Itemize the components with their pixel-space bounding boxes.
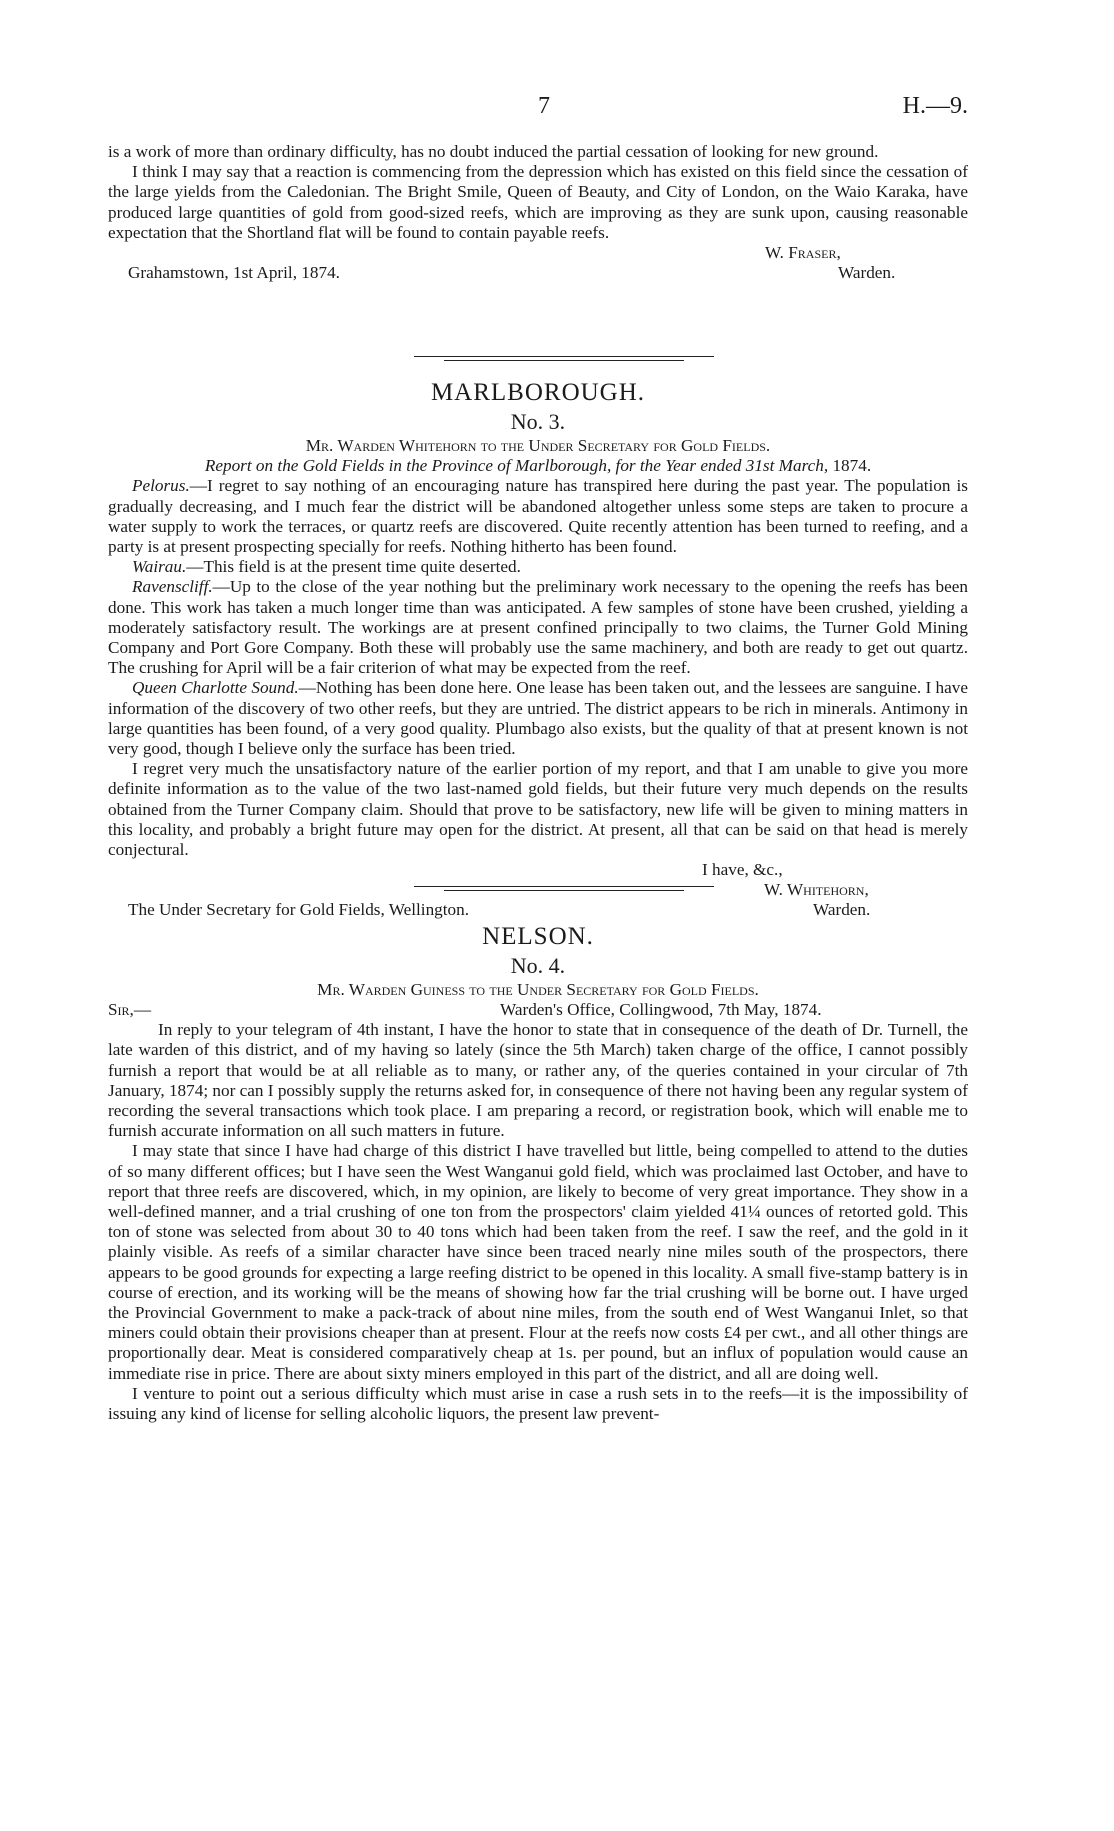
regret-paragraph: I regret very much the unsatisfactory nature of the earlier portion of my report, and that I am unable to give you more definite information as to the value of the two last-named gold fields, but their future very much depends on the results obtained from the Turner Company claim. Should that prove to be satisfactory, new life will be given to mining matters in this locality, and probably a bright future may open for the district. At present, all that can be said on that head is merely conjectural. — [108, 759, 968, 860]
page-number: 7 — [538, 93, 550, 119]
nelson-office-date: Warden's Office, Collingwood, 7th May, 1874. — [500, 1000, 822, 1020]
pelorus-label: Pelorus. — [132, 476, 190, 496]
marlborough-report-title — [108, 456, 968, 476]
queen-charlotte-text: —Nothing has been done here. One lease has been taken out, and the lessees are sanguine. I have information of the discovery of two other reefs, but they are untried. The district appears to be rich in minerals. Antimony in large quantities has been found, of a very good quality. Plumbago also exists, but the quality of that at present known is not very good, though I believe only the surface has been tried. — [108, 678, 968, 759]
marlborough-section — [108, 378, 968, 920]
ravenscliff-label: Ravenscliff. — [132, 577, 213, 597]
report-title-year: 1874. — [832, 456, 872, 476]
marlborough-number: No. 3. — [510, 409, 566, 434]
queen-charlotte-paragraph — [108, 678, 968, 759]
nelson-paragraph-1: In reply to your telegram of 4th instant, I have the honor to state that in consequence of the death of Dr. Turnell, the late warden of this district, and of my having so lately (since the 5th March) taken charge of the office, I cannot possibly furnish a report that would be at all reliable as to many, or rather any, of the queries contained in your circular of 7th January, 1874; nor can I possibly supply the returns asked for, in consequence of there not having been any regular system of recording the several transactions which took place. I am preparing a record, or registration book, which will enable me to furnish accurate information on all such matters in future. — [108, 1020, 968, 1141]
marlborough-addressee-row — [108, 900, 968, 920]
intro-place-date: Grahamstown, 1st April, 1874. — [128, 263, 340, 283]
nelson-salutation: Sir,— — [108, 1000, 152, 1020]
ravenscliff-paragraph — [108, 577, 968, 678]
page-header — [108, 93, 968, 126]
document-reference: H.—9. — [902, 93, 968, 119]
intro-signer-role: Warden. — [838, 263, 896, 283]
nelson-number: No. 4. — [510, 953, 566, 978]
pelorus-paragraph — [108, 476, 968, 557]
wairau-label: Wairau. — [132, 557, 187, 577]
wairau-paragraph — [108, 557, 968, 577]
report-title-date: 31st March, — [745, 456, 829, 476]
queen-charlotte-label: Queen Charlotte Sound. — [132, 678, 299, 698]
section-divider — [414, 356, 714, 357]
intro-signer: W. Fraser, — [765, 243, 841, 263]
intro-signer-row — [108, 243, 968, 263]
intro-place-row — [108, 263, 968, 283]
nelson-section — [108, 922, 968, 1424]
wairau-text: —This field is at the present time quite deserted. — [186, 557, 521, 577]
intro-paragraph-1: is a work of more than ordinary difficulty, has no doubt induced the partial cessation of looking for new ground. — [108, 142, 879, 161]
marlborough-title: MARLBOROUGH. — [430, 379, 646, 406]
marlborough-addressee: The Under Secretary for Gold Fields, Wellington. — [128, 900, 470, 920]
nelson-paragraph-2: I may state that since I have had charge of this district I have travelled but little, being compelled to attend to the duties of so many different offices; but I have seen the West Wanganui gold field, which was proclaimed last October, and have to report that three reefs are discovered, which, in my opinion, are likely to become of very great importance. They show in a well-defined manner, and a trial crushing of one ton from the prospectors' claim yielded 41¼ ounces of retorted gold. This ton of stone was selected from about 30 to 40 tons which had been taken from the reef. I saw the reef, and the gold in it plainly visible. As reefs of a similar character have since been traced nearly nine miles south of the prospectors, there appears to be good grounds for expecting a large reefing district to be opened in this locality. A small five-stamp battery is in course of erection, and its working will be the means of showing how far the trial crushing will be borne out. I have urged the Provincial Government to make a pack-track of about nine miles, from the south end of West Wanganui Inlet, so that miners could obtain their provisions cheaper than at present. Flour at the reefs now costs £4 per cwt., and all other things are proportionally dear. Meat is considered comparatively cheap at 1s. per pound, but an influx of population would cause an immediate rise in price. There are about sixty miners employed in this part of the district, and all are doing well. — [108, 1141, 968, 1383]
marlborough-closing-row — [108, 860, 968, 880]
report-title-text: Report on the Gold Fields in the Province of Marlborough, for the Year ended — [204, 456, 742, 476]
marlborough-signer-role: Warden. — [813, 900, 871, 920]
pelorus-text: —I regret to say nothing of an encouraging nature has transpired here during the past year. The population is gradually decreasing, and I much fear the district will be abandoned altogether unless some steps are taken to procure a water supply to work the terraces, or quartz reefs are discovered. Quite recently attention has been turned to reefing, and a party is at present prospecting specially for reefs. Nothing hitherto has been found. — [108, 476, 968, 557]
nelson-title: NELSON. — [482, 923, 594, 950]
ravenscliff-text: —Up to the close of the year nothing but the preliminary work necessary to the opening the reefs has been done. This work has taken a much longer time than was anticipated. A few samples of stone have been crushed, yielding a moderately satisfactory result. The workings are at present confined principally to two claims, the Turner Gold Mining Company and Port Gore Company. Both these will probably use the same machinery, and both are ready to get out quartz. The crushing for April will be a fair criterion of what may be expected from the reef. — [108, 577, 968, 678]
nelson-paragraph-3: I venture to point out a serious difficulty which must arise in case a rush sets in to the reefs—it is the impossibility of issuing any kind of license for selling alcoholic liquors, the present law prevent- — [108, 1383, 968, 1424]
nelson-from-to: Mr. Warden Guiness to the Under Secretary for Gold Fields. — [317, 980, 759, 999]
marlborough-closing: I have, &c., — [702, 860, 783, 880]
section-divider-thin — [444, 360, 684, 361]
marlborough-signer: W. Whitehorn, — [764, 880, 869, 900]
intro-section — [108, 142, 968, 283]
section-divider-2 — [414, 886, 714, 887]
intro-paragraph-2: I think I may say that a reaction is commencing from the depression which has existed on this field since the cessation of the large yields from the Caledonian. The Bright Smile, Queen of Beauty, and City of London, on the Waio Karaka, have produced large quantities of gold from good-sized reefs, which are improving as they are sunk upon, causing reasonable expectation that the Shortland flat will be found to contain payable reefs. — [108, 162, 968, 242]
marlborough-from-to: Mr. Warden Whitehorn to the Under Secretary for Gold Fields. — [305, 436, 771, 455]
nelson-salutation-row — [108, 1000, 968, 1020]
section-divider-2-thin — [444, 890, 684, 891]
